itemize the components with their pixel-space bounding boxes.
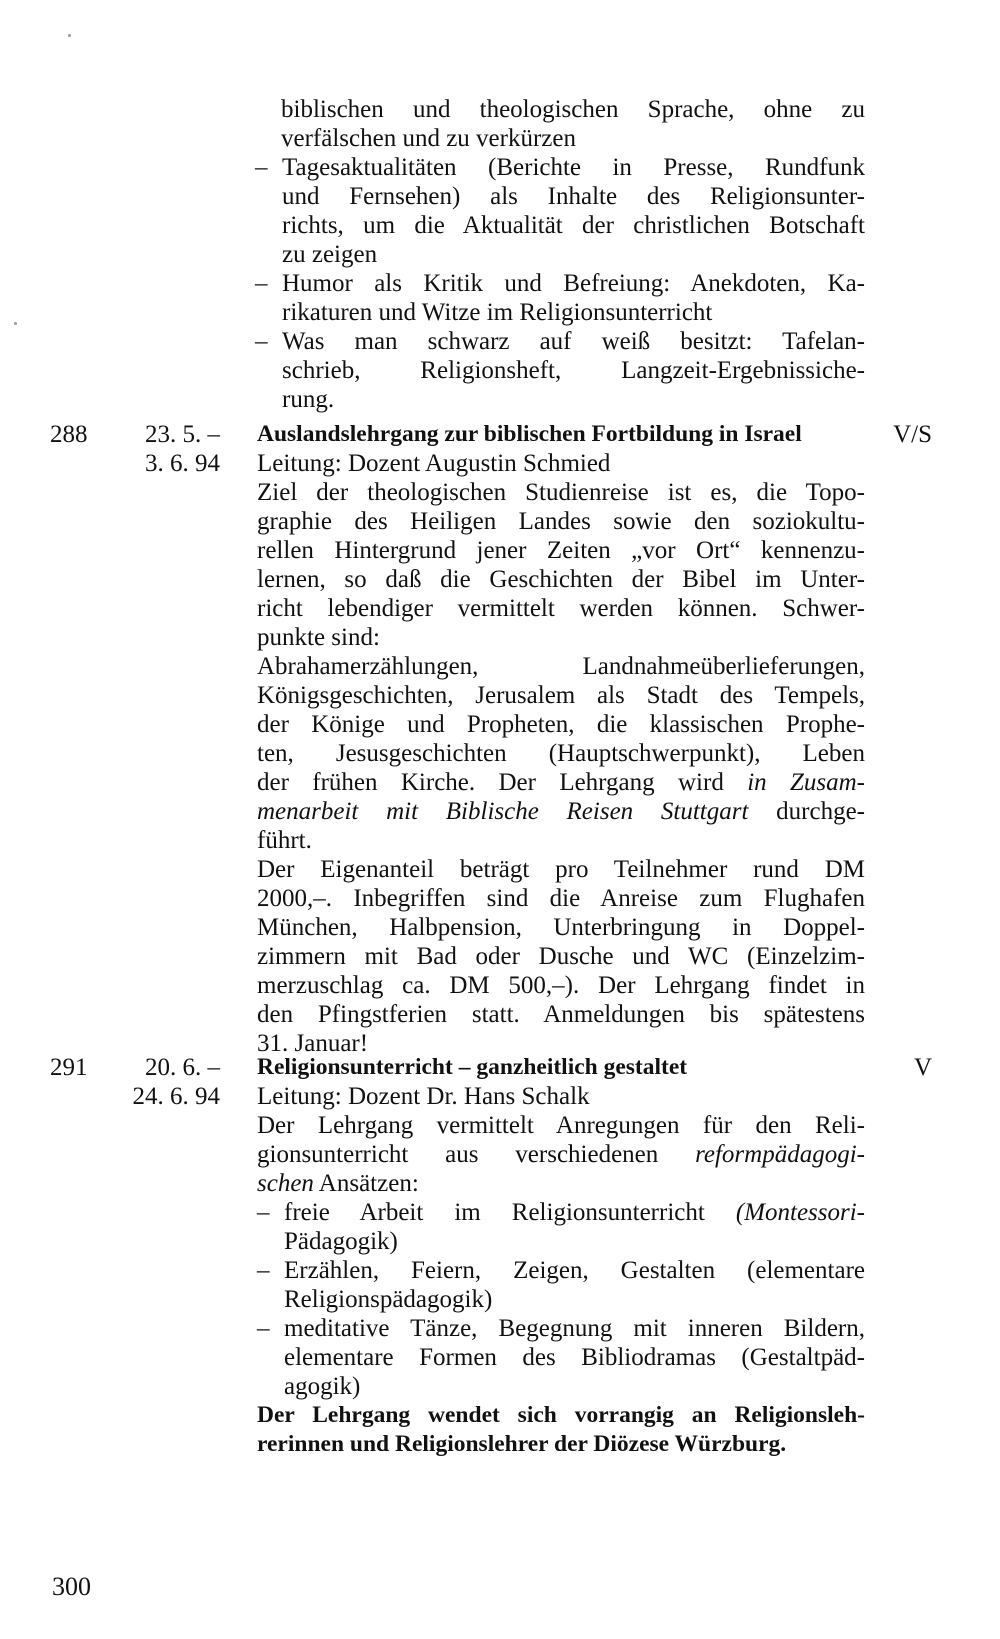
course-date-from: 20. 6. – [145,1054,220,1081]
text-line: Königsgeschichten, Jerusalem als Stadt des Tempels, [257,682,865,709]
bullet-item [255,269,865,327]
italic-text: in Zusam- [747,769,865,796]
text-line: rikaturen und Witze im Religionsunterricht [282,299,713,326]
text-line: Humor als Kritik und Befreiung: Anekdoten, Ka- [282,270,865,297]
text-line: rung. [282,386,335,413]
course-leitung: Leitung: Dozent Augustin Schmied [257,450,611,477]
italic-text: schen [257,1170,314,1197]
bullet-dash: – [257,1199,270,1226]
text-line [257,797,865,826]
text-line: den Pfingstferien statt. Anmeldungen bis spätestens [257,1001,865,1028]
bullet-dash: – [257,1257,270,1284]
course-date-to: 3. 6. 94 [145,450,220,477]
text-line: Der Eigenanteil beträgt pro Teilnehmer rund DM [257,856,865,883]
text-line: merzuschlag ca. DM 500,–). Der Lehrgang findet in [257,972,865,999]
intro-continuation [281,95,865,153]
text-line: zu zeigen [282,241,378,268]
text-line: verfälschen und zu verkürzen [281,125,576,152]
text-line: elementare Formen des Bibliodramas (Gestaltpäd- [284,1344,865,1371]
text-line: führt. [257,827,312,854]
scan-speck [14,322,17,325]
text-span: freie Arbeit im Religionsunterricht [284,1199,705,1226]
text-line: agogik) [284,1373,361,1400]
text-line: rellen Hintergrund jener Zeiten „vor Ort“ kennenzu- [257,537,865,564]
text-line: Tagesaktualitäten (Berichte in Presse, Rundfunk [282,154,865,181]
text-line: Pädagogik) [284,1228,398,1255]
text-line: 31. Januar! [257,1030,369,1057]
text-line: Ziel der theologischen Studienreise ist es, die Topo- [257,479,865,506]
bullet-dash: – [257,1315,270,1342]
text-span: durchge- [776,798,865,825]
text-span: gionsunterricht aus verschiedenen [257,1141,659,1168]
text-line [257,1140,865,1169]
bullet-dash: – [255,328,268,355]
course-description [257,449,865,1058]
text-line: der Könige und Propheten, die klassischen Prophe- [257,711,865,738]
course-number: 291 [50,1054,88,1081]
bullet-item [257,1198,865,1256]
italic-text: (Montessori- [735,1199,866,1226]
text-line: graphie des Heiligen Landes sowie den soziokultu- [257,508,865,535]
text-line: und Fernsehen) als Inhalte des Religionsunter- [282,183,865,210]
bullet-dash: – [255,154,268,181]
course-number: 288 [50,421,88,448]
bullet-item [257,1256,865,1314]
bold-note-line: Der Lehrgang wendet sich vorrangig an Religionsleh- [257,1402,865,1428]
bullet-item [255,327,865,414]
text-line: punkte sind: [257,624,380,651]
course-date-to: 24. 6. 94 [132,1083,220,1110]
bullet-dash: – [255,270,268,297]
text-line: Abrahamerzählungen, Landnahmeüberlieferungen, [257,653,865,680]
page-number: 300 [52,1572,91,1601]
text-line: München, Halbpension, Unterbringung in Doppel- [257,914,865,941]
course-code: V [913,1054,932,1081]
italic-text: reformpädagogi- [695,1141,865,1168]
bullet-item [255,153,865,269]
course-leitung: Leitung: Dozent Dr. Hans Schalk [257,1083,590,1110]
text-span: Ansätzen: [318,1170,419,1197]
text-line [257,1169,865,1198]
text-line: richt lebendiger vermittelt werden können. Schwer- [257,595,865,622]
text-line [257,768,865,797]
text-line: zimmern mit Bad oder Dusche und WC (Einzelzim- [257,943,865,970]
text-line: Der Lehrgang vermittelt Anregungen für den Reli- [257,1112,865,1139]
course-description [257,1082,865,1459]
bold-note-line: rerinnen und Religionslehrer der Diözese Würzburg. [257,1431,787,1457]
text-line: Religionspädagogik) [284,1286,493,1313]
text-span: der frühen Kirche. Der Lehrgang wird [257,769,724,796]
text-line: 2000,–. Inbegriffen sind die Anreise zum Flughafen [257,885,865,912]
italic-text: menarbeit mit Biblische Reisen Stuttgart [257,798,749,825]
course-title: Auslandslehrgang zur biblischen Fortbildung in Israel [257,421,802,447]
text-line: richts, um die Aktualität der christlichen Botschaft [282,212,865,239]
text-line: schrieb, Religionsheft, Langzeit-Ergebnissiche- [282,357,865,384]
text-line: lernen, so daß die Geschichten der Bibel im Unter- [257,566,865,593]
scan-speck [68,34,71,37]
text-line [284,1198,865,1227]
text-line: biblischen und theologischen Sprache, ohne zu [281,96,865,123]
intro-bullet-list [255,153,865,414]
course-date-from: 23. 5. – [145,421,220,448]
text-line: Was man schwarz auf weiß besitzt: Tafelan- [282,328,865,355]
text-line: meditative Tänze, Begegnung mit inneren Bildern, [284,1315,865,1342]
course-code: V/S [893,421,932,448]
bullet-item [257,1314,865,1401]
text-line: ten, Jesusgeschichten (Hauptschwerpunkt), Leben [257,740,865,767]
text-line: Erzählen, Feiern, Zeigen, Gestalten (elementare [284,1257,865,1284]
course-title: Religionsunterricht – ganzheitlich gestaltet [257,1054,688,1080]
